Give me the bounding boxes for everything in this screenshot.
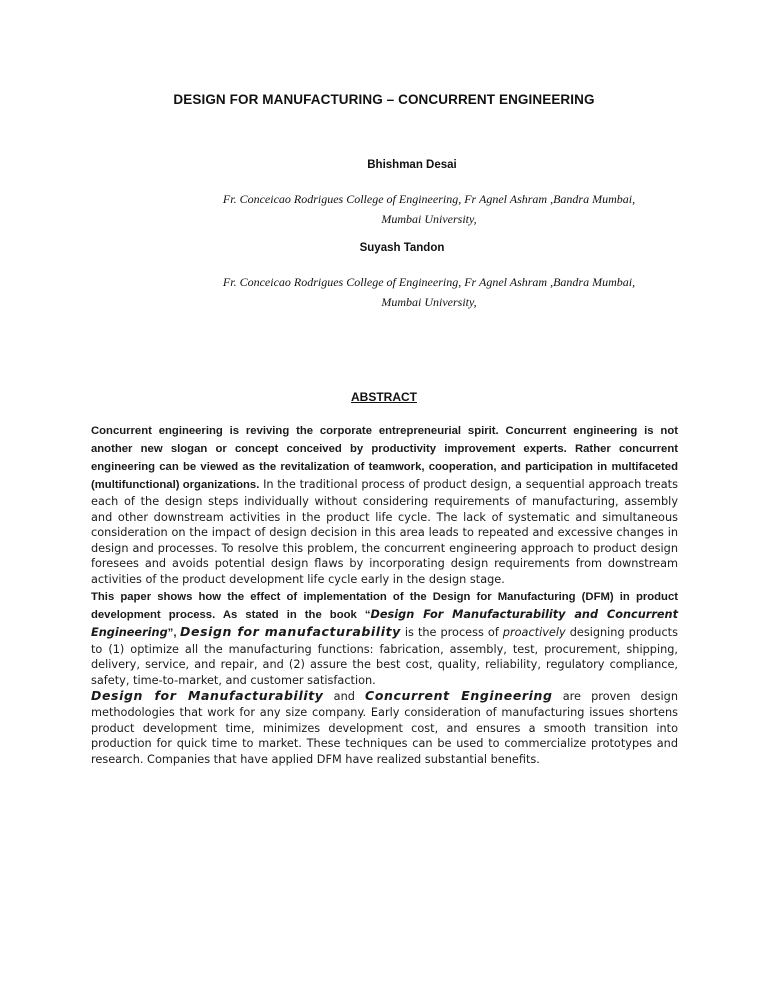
author-name-2: Suyash Tandon (359, 242, 445, 254)
book-title: Design For Manufacturability and Concurrent Engineering (91, 607, 679, 639)
quote-close: ”, (167, 626, 181, 639)
abstract-paragraph-1 (91, 422, 678, 588)
paragraph-text: and (323, 690, 366, 704)
paragraph-text: designing products to (1) optimize all the manufacturing functions: fabrication, assembly, test, procurement, shipping, delivery, service, and repair, and (2) assure the best cost, quality, reliability, regulatory compliance, safety, time-to-market, and customer satisfaction. (91, 625, 678, 687)
affiliation-line-1: Fr. Conceicao Rodrigues College of Engineering, Fr Agnel Ashram ,Bandra Mumbai, (222, 275, 636, 289)
paragraph-text: In the traditional process of product design, a sequential approach treats each of the design steps individually without considering requirements of manufacturing, assembly and other downstream activities in the product life cycle. The lack of systematic and simultaneous consideration on the impact of design decision in this area leads to repeated and excessive changes in design and processes. To resolve this problem, the concurrent engineering approach to product design foresees and avoids potential design flaws by incorporating design requirements from downstream activities of the product development life cycle early in the design stage. (91, 478, 678, 586)
author-name-1: Bhishman Desai (367, 159, 457, 171)
paragraph-text: are proven design methodologies that work for any size company. Early consideration of manufacturing issues shortens product development time, minimizes development cost, and ensures a smooth transition into production for quick time to market. These techniques can be used to commercialize prototypes and research. Companies that have applied DFM have realized substantial benefits. (91, 690, 678, 766)
emphasis-proactively: proactively (502, 625, 566, 639)
abstract-paragraph-3 (91, 688, 678, 767)
term-concurrent-engineering: Concurrent Engineering (365, 688, 553, 704)
affiliation-line-2: Mumbai University, (381, 295, 477, 309)
paragraph-text: is the process of (400, 625, 503, 639)
term-dfm: Design for manufacturability (180, 623, 401, 639)
paragraph-lead-bold: This paper shows how the effect of implementation of the Design for Manufacturing (DFM) in product development process. As stated in the book “ (91, 590, 678, 621)
author-affiliation-1 (190, 189, 668, 229)
abstract-heading: ABSTRACT (351, 390, 417, 404)
paragraph-lead-bold: Concurrent engineering is reviving the corporate entrepreneurial spirit. Concurrent engineering is not another new slogan or concept conceived by productivity improvement experts. Rather concurrent engineering can be viewed as the revitalization of teamwork, cooperation, and participation in multifaceted (multifunctional) organizations. (91, 425, 678, 491)
abstract-paragraph-2 (91, 588, 678, 689)
affiliation-line-1: Fr. Conceicao Rodrigues College of Engineering, Fr Agnel Ashram ,Bandra Mumbai, (222, 192, 636, 206)
paper-title: DESIGN FOR MANUFACTURING – CONCURRENT ENGINEERING (173, 92, 595, 107)
abstract-body (91, 422, 678, 767)
affiliation-line-2: Mumbai University, (381, 212, 477, 226)
term-dfm: Design for Manufacturability (91, 688, 324, 704)
author-affiliation-2 (190, 272, 668, 312)
